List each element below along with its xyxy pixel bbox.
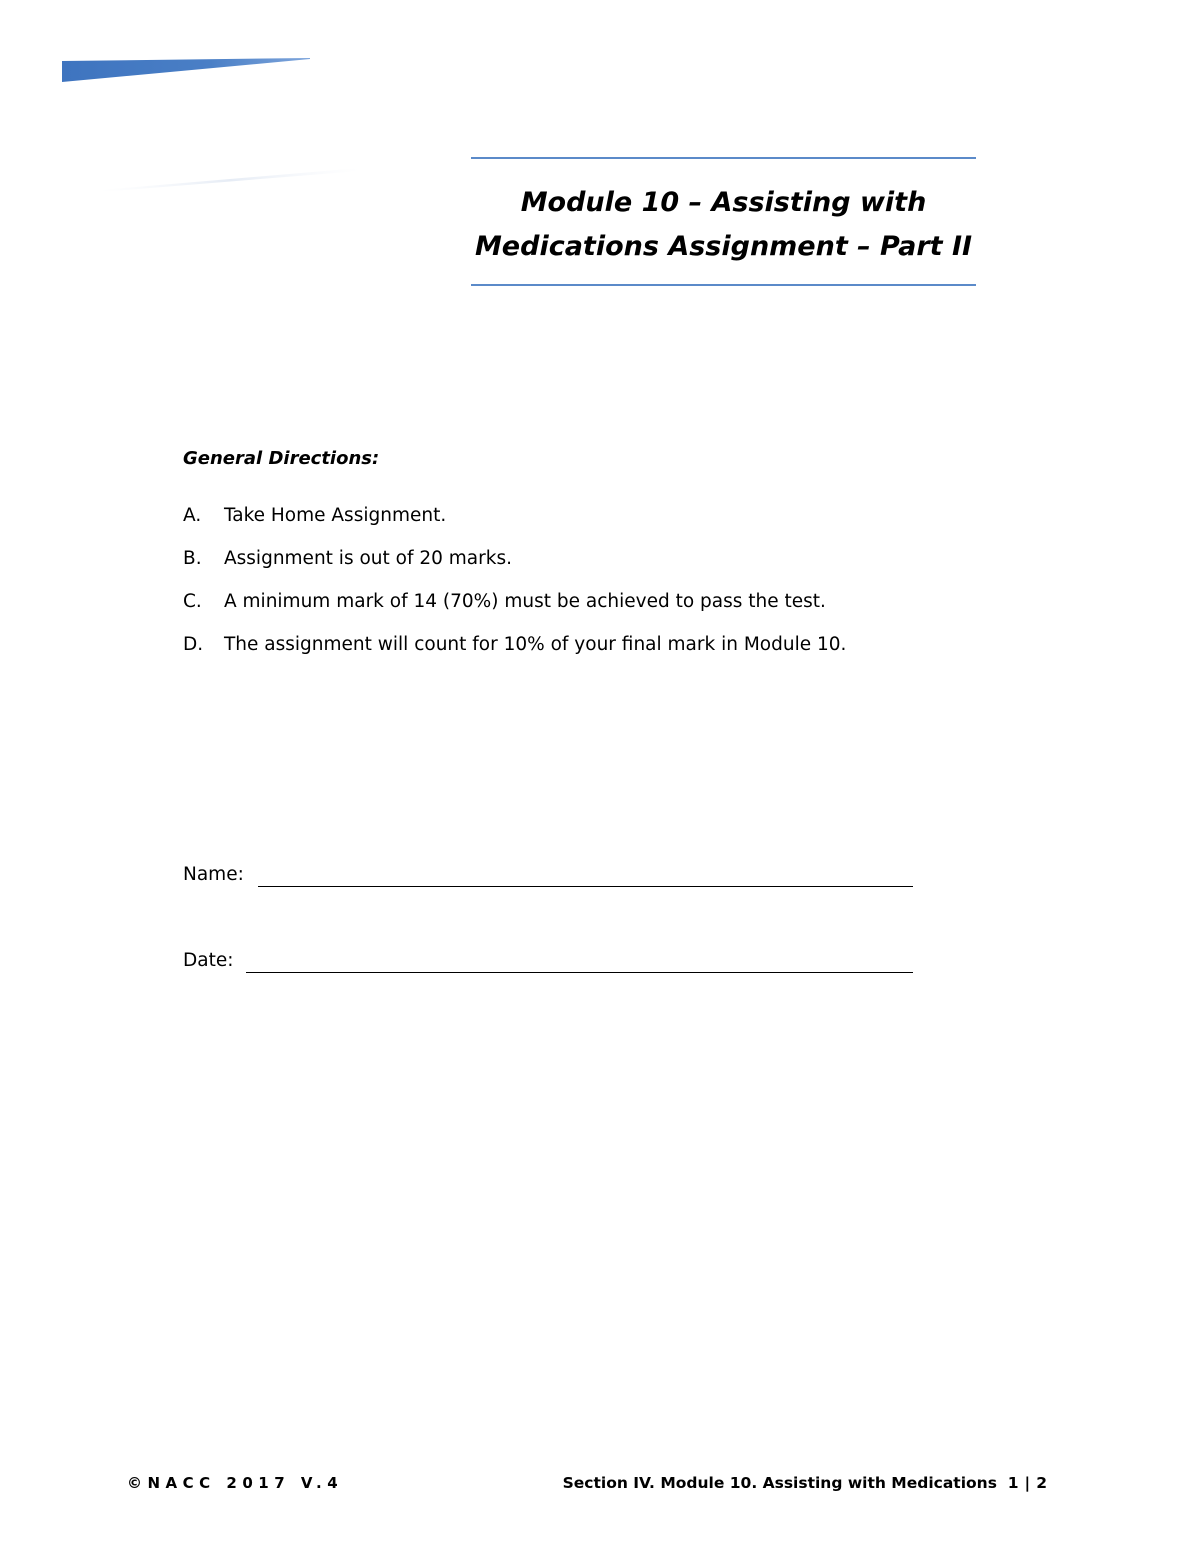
footer-page-info — [563, 1472, 1047, 1494]
footer-page-current: 1 — [1007, 1474, 1019, 1492]
footer-copyright: ©NACC 2017 V.4 — [127, 1474, 344, 1492]
footer-section-label: Section IV. Module 10. Assisting with Medications — [562, 1474, 997, 1492]
header-banner — [62, 58, 310, 82]
item-text: A minimum mark of 14 (70%) must be achieved to pass the test. — [224, 591, 826, 612]
title-rule-bottom — [471, 284, 976, 286]
title-block — [471, 157, 976, 287]
item-letter: C. — [183, 591, 202, 612]
footer-page-separator: | — [1024, 1474, 1031, 1492]
date-label: Date: — [183, 950, 234, 971]
directions-item-c — [183, 589, 943, 632]
item-text: Assignment is out of 20 marks. — [224, 548, 512, 569]
directions-item-a — [183, 503, 943, 546]
item-letter: D. — [183, 634, 204, 655]
date-blank-line[interactable] — [246, 972, 913, 973]
title-rule-top — [471, 157, 976, 159]
directions-heading: General Directions: — [183, 448, 380, 469]
directions-item-b — [183, 546, 943, 589]
item-letter: A. — [183, 505, 202, 526]
item-text: The assignment will count for 10% of your final mark in Module 10. — [224, 634, 847, 655]
directions-list — [183, 503, 943, 675]
title-line-2: Medications Assignment – Part II — [474, 231, 973, 262]
footer-page-total: 2 — [1036, 1474, 1047, 1492]
page-title — [471, 181, 976, 269]
item-text: Take Home Assignment. — [224, 505, 447, 526]
name-blank-line[interactable] — [258, 886, 913, 887]
title-line-1: Module 10 – Assisting with — [520, 187, 927, 218]
directions-item-d — [183, 632, 943, 675]
header-banner-shadow — [100, 166, 360, 192]
name-label: Name: — [183, 864, 244, 885]
item-letter: B. — [183, 548, 202, 569]
